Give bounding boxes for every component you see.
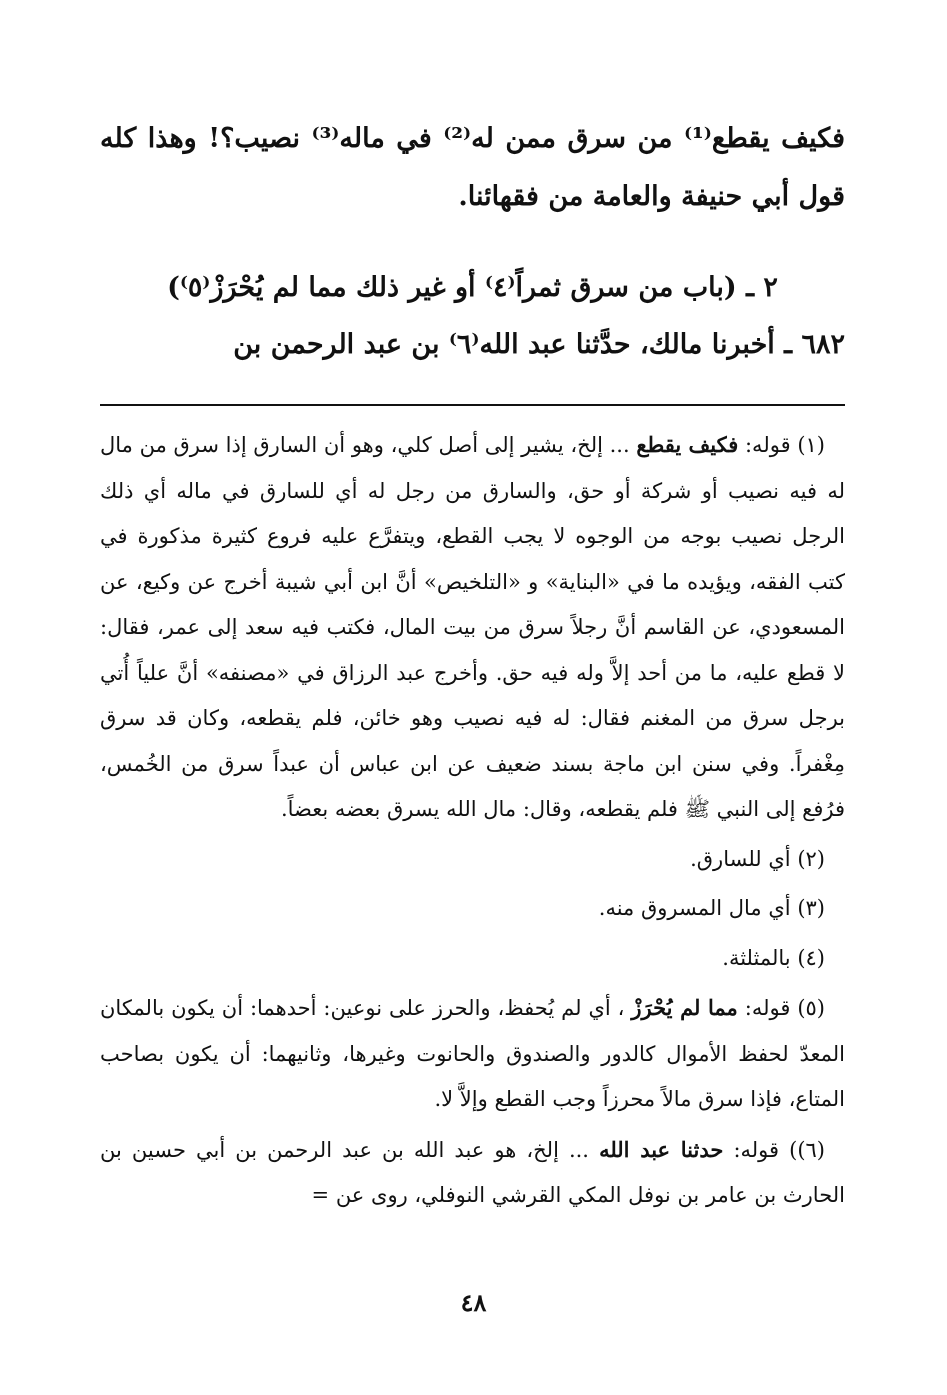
main-text (100, 110, 845, 374)
footnote-quote: حدثنا عبد الله (599, 1136, 724, 1162)
footnote-4 (100, 936, 845, 982)
footnote-number: (٤) (797, 945, 825, 970)
footnote-3 (100, 886, 845, 932)
footnote-quote: فكيف يقطع (636, 432, 739, 457)
footnote-text: أي مال المسروق منه. (598, 896, 791, 920)
footnote-text: ... إلخ، يشير إلى أصل كلي، وهو أن السارق إذا سرق من مال له فيه نصيب أو شركة أو حق، والسارق من رجل له أي للسارق في ماله أي ذلك الرجل نصيب بوجه من الوجوه لا يجب القطع، ويتفرَّع عليه فروع كثيرة مذكورة في كتب الفقه، ويؤيده ما في «البناية» و «التلخيص» أنَّ ابن أبي شيبة أخرج عن وكيع، عن المسعودي، عن القاسم أنَّ رجلاً سرق من بيت المال، فكتب فيه سعد إلى عمر، فقال: لا قطع عليه، ما من أحد إلاَّ وله فيه حق. وأخرج عبد الرزاق في «مصنفه» أنَّ علياً أُتي برجل سرق من المغنم فقال: له فيه نصيب وهو خائن، فلم يقطعه، وكان قد سرق مِغْفراً. وفي سنن ابن ماجة بسند ضعيف عن ابن عباس أن عبداً سرق من الخُمس، فرُفع إلى النبي ﷺ فلم يقطعه، وقال: مال الله يسرق بعضه بعضاً. (100, 433, 845, 821)
footnote-number: (٦)) (789, 1137, 825, 1162)
footnote-5 (100, 985, 845, 1123)
footnote-2 (100, 837, 845, 883)
footnote-text: أي للسارق. (690, 846, 791, 871)
footnote-number: (٥) (797, 996, 825, 1020)
footnote-6 (100, 1127, 845, 1219)
main-paragraph: فكيف يقطع⁽¹⁾ من سرق ممن له⁽²⁾ في ماله⁽³⁾ نصيب؟! وهذا كله قول أبي حنيفة والعامة من فقهائنا. (100, 123, 846, 212)
footnotes (100, 422, 845, 1219)
footnote-lead: قوله: (744, 996, 791, 1020)
footnote-lead: قوله: (733, 1137, 780, 1162)
footnote-number: (٣) (797, 896, 825, 920)
page-body (100, 110, 845, 1219)
chapter-heading: ٢ ـ (باب من سرق ثمراً⁽٤⁾ أو غير ذلك مما لم يُحْرَزْ⁽٥⁾) (167, 272, 778, 303)
hadith-text: ٦٨٢ ـ أخبرنا مالك، حدَّثنا عبد الله⁽٦⁾ بن عبد الرحمن بن (233, 329, 845, 360)
footnote-text: بالمثلثة. (722, 945, 791, 970)
footnote-divider (100, 404, 845, 406)
page-number: ٤٨ (460, 1288, 487, 1317)
footnote-number: (١) (797, 433, 825, 457)
footnote-1 (100, 422, 845, 833)
footnote-number: (٢) (797, 846, 825, 871)
footnote-lead: قوله: (744, 433, 791, 457)
footnote-text: ، أي لم يُحفظ، والحرز على نوعين: أحدهما: أن يكون بالمكان المعدّ لحفظ الأموال كالدور والصندوق والحانوت وغيرها، وثانيهما: أن يكون بصاحب المتاع، فإذا سرق مالاً محرزاً وجب القطع وإلاَّ لا. (100, 996, 845, 1111)
footnote-quote: مما لم يُحْرَزْ (631, 995, 738, 1020)
footnote-text: ... إلخ، هو عبد الله بن عبد الرحمن بن أبي حسين بن الحارث بن عامر بن نوفل المكي القرشي النوفلي، روى عن = (100, 1137, 845, 1207)
